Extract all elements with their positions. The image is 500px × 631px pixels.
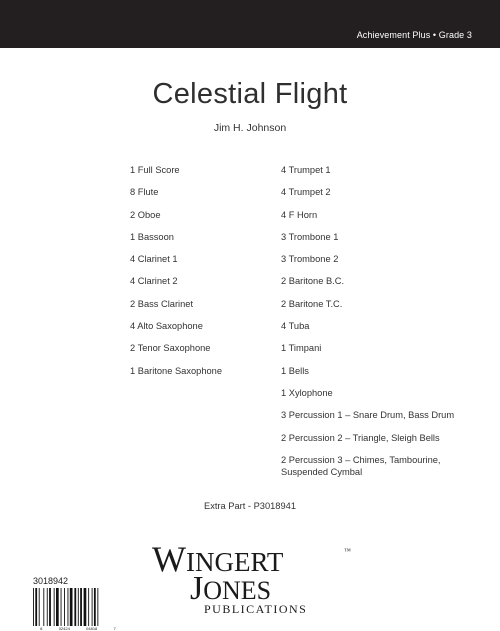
part-item: 1 Bassoon <box>130 231 174 242</box>
svg-text:WINGERT <box>152 541 284 579</box>
part-item: 2 Tenor Saxophone <box>130 343 211 354</box>
part-item: 4 Trumpet 2 <box>281 187 331 198</box>
composer-name: Jim H. Johnson <box>213 122 287 134</box>
part-item: 2 Percussion 2 – Triangle, Sleigh Bells <box>281 432 440 443</box>
barcode-bar <box>84 588 87 626</box>
part-item: 1 Xylophone <box>281 387 333 398</box>
logo-ingert: INGERT <box>185 547 284 577</box>
barcode-bar <box>78 588 79 626</box>
extra-part-note: Extra Part - P3018941 <box>204 501 296 511</box>
part-item: 4 Clarinet 1 <box>130 254 178 265</box>
piece-title: Celestial Flight <box>152 78 348 110</box>
barcode-digit-group: 02424 <box>58 626 70 631</box>
publisher-logo <box>148 541 358 617</box>
part-item: 4 Alto Saxophone <box>130 321 203 332</box>
part-item: 2 Baritone T.C. <box>281 298 343 309</box>
part-item: 1 Timpani <box>281 343 322 354</box>
part-item: 3 Percussion 1 – Snare Drum, Bass Drum <box>281 410 455 421</box>
barcode-bar <box>94 588 96 626</box>
barcode-digit-group: 7 <box>113 626 116 631</box>
barcode-bar <box>39 588 40 626</box>
barcode-digits <box>32 626 124 631</box>
part-item: 4 Trumpet 1 <box>281 165 331 175</box>
barcode-bar <box>33 588 34 626</box>
part-item: 2 Baritone B.C. <box>281 276 345 287</box>
product-number: 3018942 <box>33 576 69 586</box>
barcode-bar <box>80 588 82 626</box>
barcode-bar <box>64 588 65 626</box>
barcode-bar <box>61 588 62 626</box>
part-item: 2 Bass Clarinet <box>130 298 194 309</box>
barcode-bar <box>97 588 98 626</box>
logo-trademark: ™ <box>344 547 351 555</box>
barcode-bar <box>88 588 89 626</box>
barcode-bar <box>49 588 51 626</box>
barcode-digit-group: 8 <box>40 626 43 631</box>
part-item: 2 Oboe <box>130 209 161 220</box>
barcode-bar <box>43 588 44 626</box>
logo-ones: ONES <box>203 576 272 605</box>
part-item: 4 F Horn <box>281 209 318 220</box>
parts-list-right <box>281 164 481 478</box>
series-grade-label: Achievement Plus • Grade 3 <box>356 30 472 40</box>
header-bar <box>0 0 500 48</box>
part-item: 1 Bells <box>281 365 309 376</box>
logo-cap-j: J <box>190 570 204 607</box>
barcode-bar <box>68 588 69 626</box>
barcode-bar <box>47 588 48 626</box>
logo-publications: PUBLICATIONS <box>204 602 308 616</box>
part-item: 2 Percussion 3 – Chimes, Tambourine, Suspended Cymbal <box>281 454 441 477</box>
barcode-bar <box>92 588 93 626</box>
part-item: 1 Full Score <box>130 165 180 175</box>
barcode-bar <box>35 588 37 626</box>
part-item: 1 Baritone Saxophone <box>130 365 223 376</box>
part-item: 4 Tuba <box>281 321 310 332</box>
barcode-bar <box>56 588 59 626</box>
barcode-digit-group: 04818 <box>86 626 98 631</box>
barcode <box>32 588 124 628</box>
logo-cap-w: W <box>152 541 186 579</box>
part-item: 4 Clarinet 2 <box>130 276 178 287</box>
part-item: 3 Trombone 1 <box>281 231 339 242</box>
barcode-bar <box>54 588 55 626</box>
parts-list-left <box>130 164 222 387</box>
part-item: 8 Flute <box>130 187 159 198</box>
barcode-bar <box>74 588 76 626</box>
part-item: 3 Trombone 2 <box>281 254 339 265</box>
barcode-bar <box>70 588 73 626</box>
